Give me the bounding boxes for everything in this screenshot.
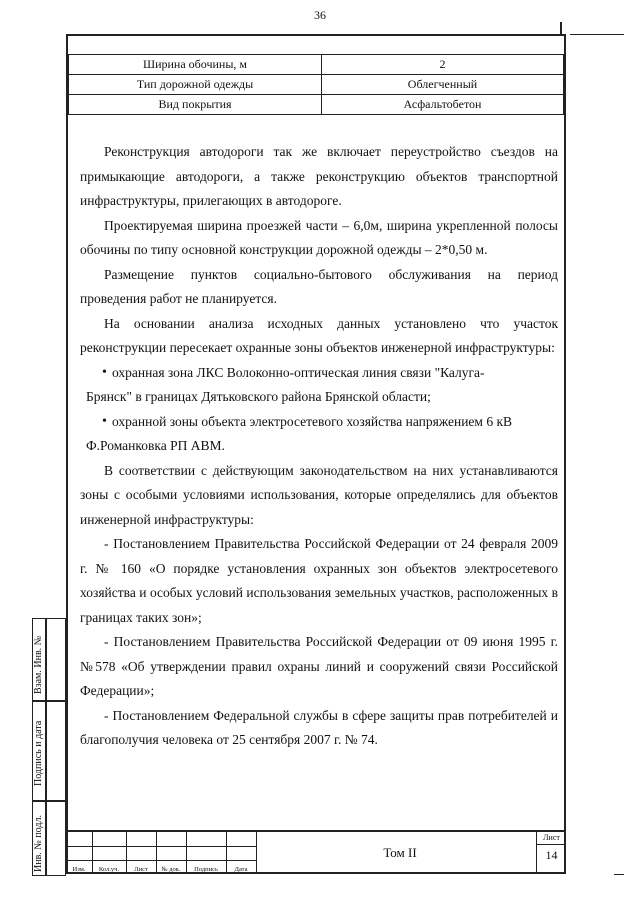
paragraph-services: Размещение пунктов социально-бытового обслуживания на период проведения работ не планируется. [80,266,558,306]
list-item-text: охранной зоны объекта электросетевого хозяйства напряжением 6 кВ [112,413,513,429]
sheet-number: 14 [545,848,558,862]
col-doc-number: № док. [161,866,181,873]
col-signature: Подпись [194,866,218,873]
col-kol-uch: Кол.уч. [98,866,120,873]
body-text [80,140,558,753]
col-list: Лист [134,866,148,873]
sheet-box [536,832,566,874]
paragraph-decree-160: - Постановлением Правительства Российской Федерации от 24 февраля 2009 г. № 160 «О порядке установления охранных зон объектов электросетевого хозяйства и особых условий использования земельных участков, расположенных в границах таких зон»; [80,536,558,625]
sidebar-inv-zam: Взам. Инв. № [33,635,44,694]
frame-corner-mark [560,22,570,34]
col-date: Дата [234,866,248,873]
table-row [69,55,564,75]
paragraph-reconstruction: Реконструкция автодороги так же включает переустройство съездов на примыкающие автодороги, а также реконструкцию объектов транспортной инфраструктуры, прилегающих в автодороге. [80,144,558,208]
protected-zones-list [80,361,558,459]
list-item [80,361,558,410]
sidebar-divider [32,800,66,802]
list-item-text-continued: Брянск" в границах Дятьковского района Брянской области; [86,389,431,404]
table-cell-value: Асфальтобетон [322,95,564,115]
table-cell-label: Ширина обочины, м [69,55,322,75]
list-item [80,410,558,459]
sidebar-value-column [46,618,66,876]
road-parameters-table [68,54,564,115]
list-item-text: охранная зона ЛКС Волоконно-оптическая линия связи "Калуга- [112,364,485,380]
title-block [66,830,566,874]
sheet-label: Лист [543,833,560,842]
bullet-icon: • [102,413,107,429]
frame-corner-line-bottom [614,874,624,875]
table-cell-label: Тип дорожной одежды [69,75,322,95]
page-number: 36 [314,8,326,22]
table-row [69,75,564,95]
sidebar-inv-podl: Инв. № подл. [33,815,44,872]
table-row [69,95,564,115]
volume-title: Том II [383,845,417,860]
sheet-divider [537,844,566,845]
table-cell-value: 2 [322,55,564,75]
grid-line [66,846,256,847]
paragraph-legislation: В соответствии с действующим законодательством на них устанавливаются зоны с особыми условиями использования, которые определялись для объектов инженерной инфраструктуры: [80,462,558,527]
paragraph-width: Проектируемая ширина проезжей части – 6,0м, ширина укрепленной полосы обочины по типу основной конструкции дорожной одежды – 2*0,50 м. [80,217,558,257]
paragraph-analysis: На основании анализа исходных данных установлено что участок реконструкции пересекает охранные зоны объектов инженерной инфраструктуры: [80,315,558,355]
sidebar-sign-date: Подпись и дата [33,720,44,786]
frame-corner-line [570,34,624,35]
paragraph-decree-578: - Постановлением Правительства Российской Федерации от 09 июня 1995 г. №578 «Об утверждении правил охраны линий и сооружений связи Российской Федерации»; [80,634,558,698]
sidebar-divider [32,700,66,702]
sidebar-stamp [32,618,64,876]
table-cell-label: Вид покрытия [69,95,322,115]
grid-line [66,860,256,861]
col-izm: Изм. [72,866,86,873]
bullet-icon: • [102,364,107,380]
table-cell-value: Облегченный [322,75,564,95]
paragraph-decree-74: - Постановлением Федеральной службы в сфере защиты прав потребителей и благополучия человека от 25 сентября 2007 г. № 74. [80,707,558,747]
title-block-grid [66,832,256,874]
list-item-text-continued: Ф.Романковка РП АВМ. [86,438,225,453]
